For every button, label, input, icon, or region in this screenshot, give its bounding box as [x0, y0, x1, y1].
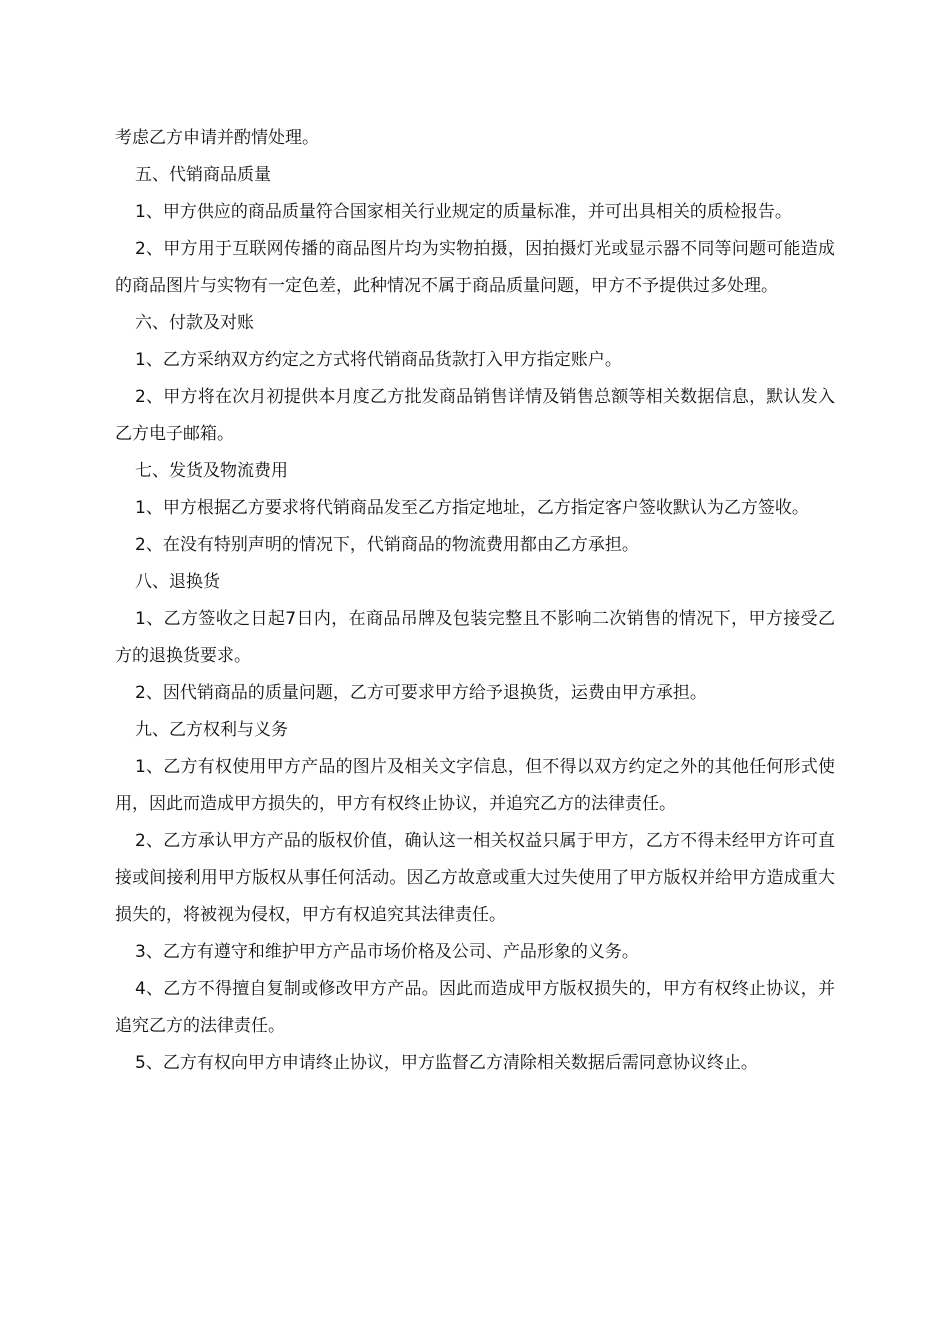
- paragraph: 1、甲方供应的商品质量符合国家相关行业规定的质量标准，并可出具相关的质检报告。: [135, 202, 792, 222]
- paragraph: 2、因代销商品的质量问题，乙方可要求甲方给予退换货，运费由甲方承担。: [135, 683, 707, 703]
- paragraph: 考虑乙方申请并酌情处理。: [115, 128, 319, 148]
- paragraph: 4、乙方不得擅自复制或修改甲方产品。因此而造成甲方版权损失的，甲方有权终止协议，并追究乙方的法律责任。: [115, 979, 835, 1036]
- document-page: [115, 120, 835, 1082]
- paragraph: 2、甲方用于互联网传播的商品图片均为实物拍摄，因拍摄灯光或显示器不同等问题可能造成的商品图片与实物有一定色差，此种情况不属于商品质量问题，甲方不予提供过多处理。: [115, 239, 835, 296]
- paragraph: 1、甲方根据乙方要求将代销商品发至乙方指定地址，乙方指定客户签收默认为乙方签收。: [135, 498, 809, 518]
- paragraph: 2、乙方承认甲方产品的版权价值，确认这一相关权益只属于甲方，乙方不得未经甲方许可直接或间接利用甲方版权从事任何活动。因乙方故意或重大过失使用了甲方版权并给甲方造成重大损失的，将被视为侵权，甲方有权追究其法律责任。: [115, 831, 835, 925]
- section-heading: 六、付款及对账: [135, 313, 254, 333]
- paragraph: 5、乙方有权向甲方申请终止协议，甲方监督乙方清除相关数据后需同意协议终止。: [135, 1053, 758, 1073]
- section-heading: 五、代销商品质量: [135, 165, 271, 185]
- section-heading: 九、乙方权利与义务: [135, 720, 288, 740]
- section-heading: 七、发货及物流费用: [135, 461, 288, 481]
- paragraph: 1、乙方签收之日起7日内，在商品吊牌及包装完整且不影响二次销售的情况下，甲方接受乙方的退换货要求。: [115, 609, 835, 666]
- paragraph: 2、在没有特别声明的情况下，代销商品的物流费用都由乙方承担。: [135, 535, 639, 555]
- paragraph: 2、甲方将在次月初提供本月度乙方批发商品销售详情及销售总额等相关数据信息，默认发入乙方电子邮箱。: [115, 387, 835, 444]
- paragraph: 1、乙方采纳双方约定之方式将代销商品货款打入甲方指定账户。: [135, 350, 622, 370]
- paragraph: 3、乙方有遵守和维护甲方产品市场价格及公司、产品形象的义务。: [135, 942, 639, 962]
- paragraph: 1、乙方有权使用甲方产品的图片及相关文字信息，但不得以双方约定之外的其他任何形式使用，因此而造成甲方损失的，甲方有权终止协议，并追究乙方的法律责任。: [115, 757, 835, 814]
- section-heading: 八、退换货: [135, 572, 220, 592]
